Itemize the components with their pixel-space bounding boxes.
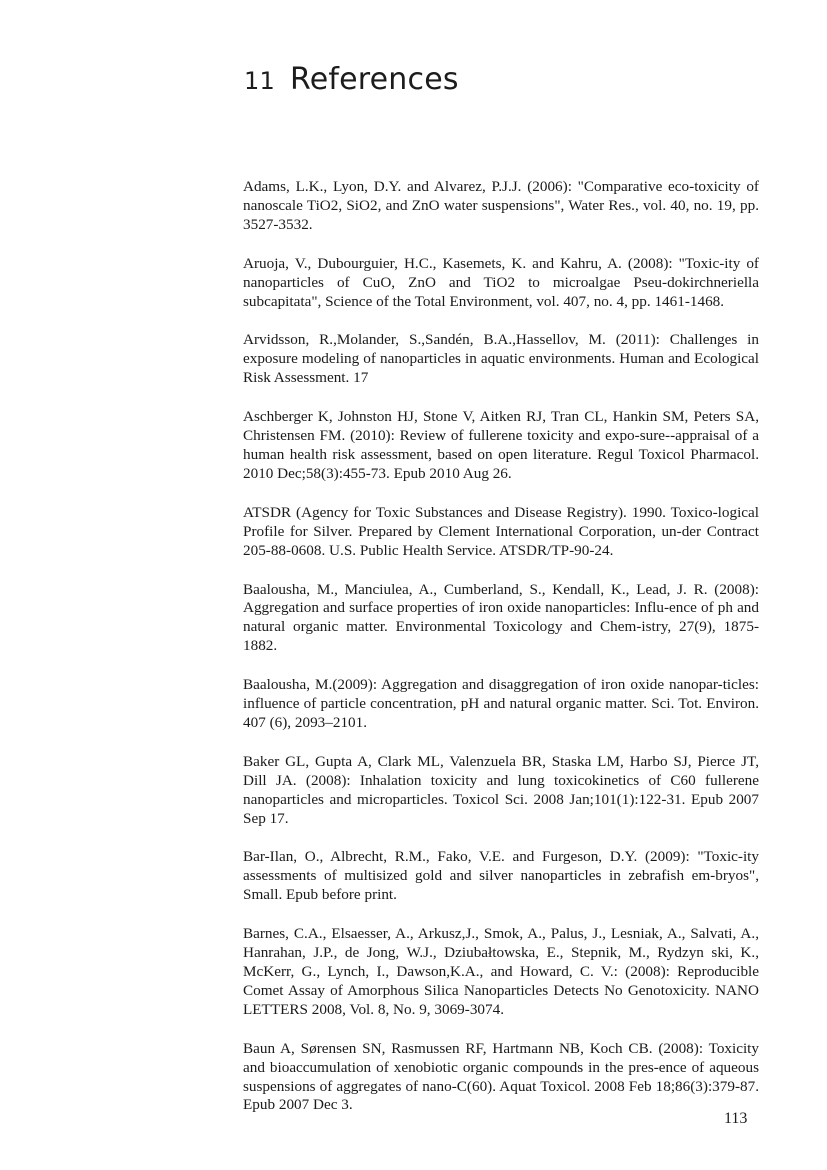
reference-entry: ATSDR (Agency for Toxic Substances and Disease Registry). 1990. Toxico-logical Profile for Silver. Prepared by Clement International Corporation, un-der Contract 205-88-0608. U.S. Public Health Service. ATSDR/TP-90-24. <box>243 503 759 559</box>
page-number: 113 <box>724 1110 748 1127</box>
reference-entry: Adams, L.K., Lyon, D.Y. and Alvarez, P.J.J. (2006): "Comparative eco-toxicity of nanoscale TiO2, SiO2, and ZnO water suspensions", Water Res., vol. 40, no. 19, pp. 3527-3532. <box>243 178 759 233</box>
reference-entry: Aschberger K, Johnston HJ, Stone V, Aitken RJ, Tran CL, Hankin SM, Peters SA, Christensen FM. (2010): Review of fullerene toxicity and expo-sure--appraisal of a human health risk assessment, based on open literature. Regul Toxicol Pharmacol. 2010 Dec;58(3):455-73. Epub 2010 Aug 26. <box>243 408 759 482</box>
section-heading <box>244 62 459 97</box>
reference-entry: Aruoja, V., Dubourguier, H.C., Kasemets, K. and Kahru, A. (2008): "Toxic-ity of nanoparticles of CuO, ZnO and TiO2 to microalgae Pseu-dokirchneriella subcapitata", Science of the Total Environment, vol. 407, no. 4, pp. 1461-1468. <box>243 254 759 310</box>
reference-entry: Baalousha, M.(2009): Aggregation and disaggregation of iron oxide nanopar-ticles: influence of particle concentration, pH and natural organic matter. Sci. Tot. Environ. 407 (6), 2093–2101. <box>243 676 759 731</box>
reference-entry: Barnes, C.A., Elsaesser, A., Arkusz,J., Smok, A., Palus, J., Lesniak, A., Salvati, A., Hanrahan, J.P., de Jong, W.J., Dziubałtowska, E., Stepnik, M., Rydzyn ski, K., McKerr, G., Lynch, I., Dawson,K.A., and Howard, C. V.: (2008): Reproducible Comet Assay of Amorphous Silica Nanoparticles Detects No Genotoxicity. NANO LETTERS 2008, Vol. 8, No. 9, 3069-3074. <box>243 925 759 1018</box>
reference-list <box>243 178 759 1135</box>
reference-entry: Arvidsson, R.,Molander, S.,Sandén, B.A.,Hassellov, M. (2011): Challenges in exposure modeling of nanoparticles in aquatic environments. Human and Ecological Risk Assessment. 17 <box>243 331 759 387</box>
reference-entry: Baalousha, M., Manciulea, A., Cumberland, S., Kendall, K., Lead, J. R. (2008): Aggregation and surface properties of iron oxide nanoparticles: Influ-ence of ph and natural organic matter. Environmental Toxicology and Chem-istry, 27(9), 1875-1882. <box>243 580 759 655</box>
reference-entry: Baker GL, Gupta A, Clark ML, Valenzuela BR, Staska LM, Harbo SJ, Pierce JT, Dill JA. (2008): Inhalation toxicity and lung toxicokinetics of C60 fullerene nanoparticles and microparticles. Toxicol Sci. 2008 Jan;101(1):122-31. Epub 2007 Sep 17. <box>243 752 759 827</box>
section-number: 11 <box>244 67 275 95</box>
reference-entry: Bar-Ilan, O., Albrecht, R.M., Fako, V.E. and Furgeson, D.Y. (2009): "Toxic-ity assessments of multisized gold and silver nanoparticles in zebrafish em-bryos", Small. Epub before print. <box>243 848 759 904</box>
reference-entry: Baun A, Sørensen SN, Rasmussen RF, Hartmann NB, Koch CB. (2008): Toxicity and bioaccumulation of xenobiotic organic compounds in the pres-ence of aqueous suspensions of aggregates of nano-C(60). Aquat Toxicol. 2008 Feb 18;86(3):379-87. Epub 2007 Dec 3. <box>243 1039 759 1114</box>
section-title: References <box>290 62 459 97</box>
